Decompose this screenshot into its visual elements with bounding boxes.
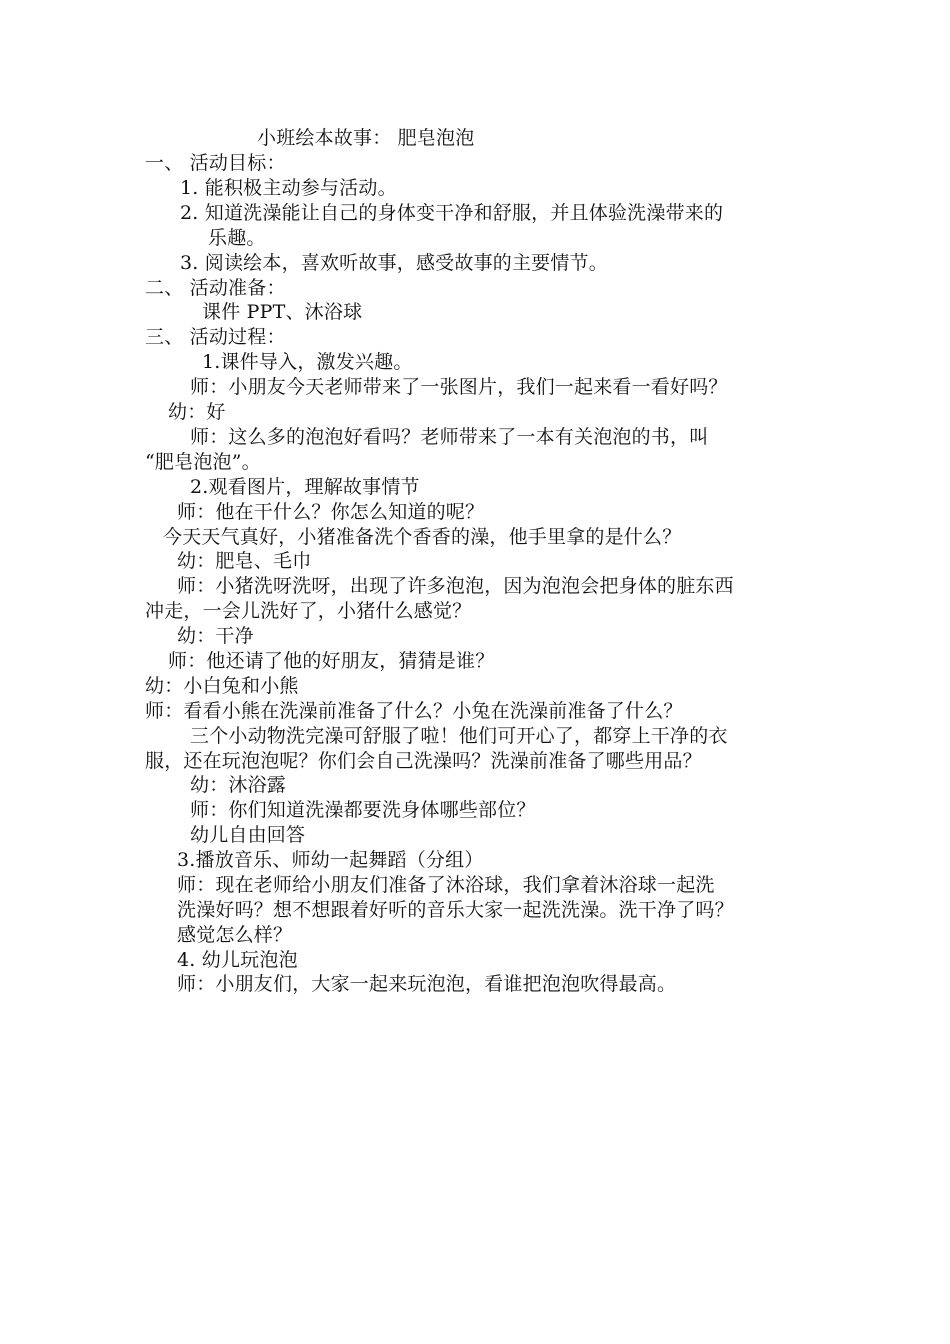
goal-item: 2. 知道洗澡能让自己的身体变干净和舒服，并且体验洗澡带来的: [180, 202, 724, 224]
process-line: “肥皂泡泡”。: [145, 451, 261, 473]
process-line: 3.播放音乐、师幼一起舞蹈（分组）: [177, 849, 484, 871]
process-line: 幼：肥皂、毛巾: [177, 550, 312, 572]
prep-text: 课件 PPT、沐浴球: [202, 301, 363, 323]
section-heading-process: 三、 活动过程：: [145, 326, 286, 348]
process-line: 师：小朋友今天老师带来了一张图片，我们一起来看一看好吗？: [190, 376, 728, 398]
process-line: 师：现在老师给小朋友们准备了沐浴球，我们拿着沐浴球一起洗: [177, 874, 715, 896]
process-line: 2.观看图片，理解故事情节: [190, 476, 420, 498]
section-heading-goals: 一、 活动目标：: [145, 152, 286, 174]
process-line: 师：他在干什么？你怎么知道的呢？: [177, 501, 485, 523]
process-line: 冲走，一会儿洗好了，小猪什么感觉？: [145, 600, 472, 622]
process-line: 师：小朋友们，大家一起来玩泡泡，看谁把泡泡吹得最高。: [177, 973, 677, 995]
goal-item-continuation: 乐趣。: [208, 227, 266, 249]
process-line: 师：你们知道洗澡都要洗身体哪些部位？: [190, 799, 536, 821]
process-line: 师：小猪洗呀洗呀，出现了许多泡泡，因为泡泡会把身体的脏东西: [177, 575, 734, 597]
goal-item: 3. 阅读绘本，喜欢听故事，感受故事的主要情节。: [180, 252, 608, 274]
process-line: 服，还在玩泡泡呢？你们会自己洗澡吗？洗澡前准备了哪些用品？: [145, 750, 702, 772]
document-title: 小班绘本故事： 肥皂泡泡: [257, 127, 475, 149]
process-line: 幼儿自由回答: [190, 824, 306, 846]
process-line: 三个小动物洗完澡可舒服了啦！他们可开心了，都穿上干净的衣: [190, 725, 728, 747]
process-line: 1.课件导入，激发兴趣。: [202, 351, 413, 373]
process-line: 师：这么多的泡泡好看吗？老师带来了一本有关泡泡的书，叫: [190, 426, 709, 448]
process-line: 感觉怎么样？: [177, 924, 293, 946]
goal-item: 1. 能积极主动参与活动。: [180, 177, 397, 199]
process-line: 师：看看小熊在洗澡前准备了什么？小兔在洗澡前准备了什么？: [145, 700, 683, 722]
process-line: 师：他还请了他的好朋友，猜猜是谁？: [168, 650, 495, 672]
process-line: 今天天气真好，小猪准备洗个香香的澡，他手里拿的是什么？: [163, 526, 682, 548]
process-line: 幼：干净: [177, 625, 254, 647]
process-line: 幼：小白兔和小熊: [145, 675, 299, 697]
process-line: 4. 幼儿玩泡泡: [177, 949, 298, 971]
process-line: 幼：好: [168, 401, 226, 423]
process-line: 幼：沐浴露: [190, 774, 287, 796]
process-line: 洗澡好吗？想不想跟着好听的音乐大家一起洗洗澡。洗干净了吗？: [177, 899, 734, 921]
section-heading-prep: 二、 活动准备：: [145, 277, 286, 299]
